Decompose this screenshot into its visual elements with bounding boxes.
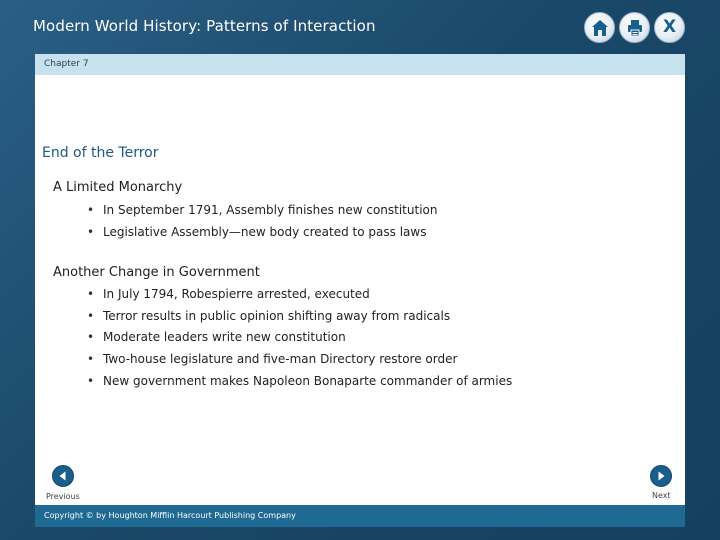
list-item: • Moderate leaders write new constitution — [87, 327, 512, 349]
home-button[interactable] — [584, 12, 615, 43]
chapter-bar — [35, 54, 685, 75]
page-title: Modern World History: Patterns of Interaction — [33, 17, 376, 35]
print-button[interactable] — [619, 12, 650, 43]
chapter-label: Chapter 7 — [44, 59, 89, 69]
copyright-text: Copyright © by Houghton Mifflin Harcourt Publishing Company — [44, 511, 296, 520]
footer-bar — [35, 505, 685, 527]
home-icon — [590, 18, 610, 38]
header-buttons — [584, 12, 685, 43]
arrow-right-icon — [655, 467, 667, 486]
section-heading: Another Change in Government — [53, 265, 260, 280]
close-icon: X — [662, 17, 677, 37]
next-label[interactable]: Next — [652, 491, 671, 500]
list-item: • New government makes Napoleon Bonaparte commander of armies — [87, 371, 512, 393]
slide-content — [35, 54, 685, 527]
bullet-list — [87, 200, 437, 243]
print-icon — [625, 18, 645, 38]
previous-label[interactable]: Previous — [46, 492, 80, 501]
list-item: • Legislative Assembly—new body created to pass laws — [87, 222, 437, 244]
section-title: End of the Terror — [42, 145, 159, 161]
close-button[interactable] — [654, 12, 685, 43]
arrow-left-icon — [57, 467, 69, 486]
next-button[interactable] — [650, 465, 672, 487]
bullet-list — [87, 284, 512, 393]
list-item: • Two-house legislature and five-man Directory restore order — [87, 349, 512, 371]
list-item: • In July 1794, Robespierre arrested, executed — [87, 284, 512, 306]
previous-button[interactable] — [52, 465, 74, 487]
section-heading: A Limited Monarchy — [53, 180, 183, 195]
list-item: • In September 1791, Assembly finishes new constitution — [87, 200, 437, 222]
list-item: • Terror results in public opinion shifting away from radicals — [87, 306, 512, 328]
